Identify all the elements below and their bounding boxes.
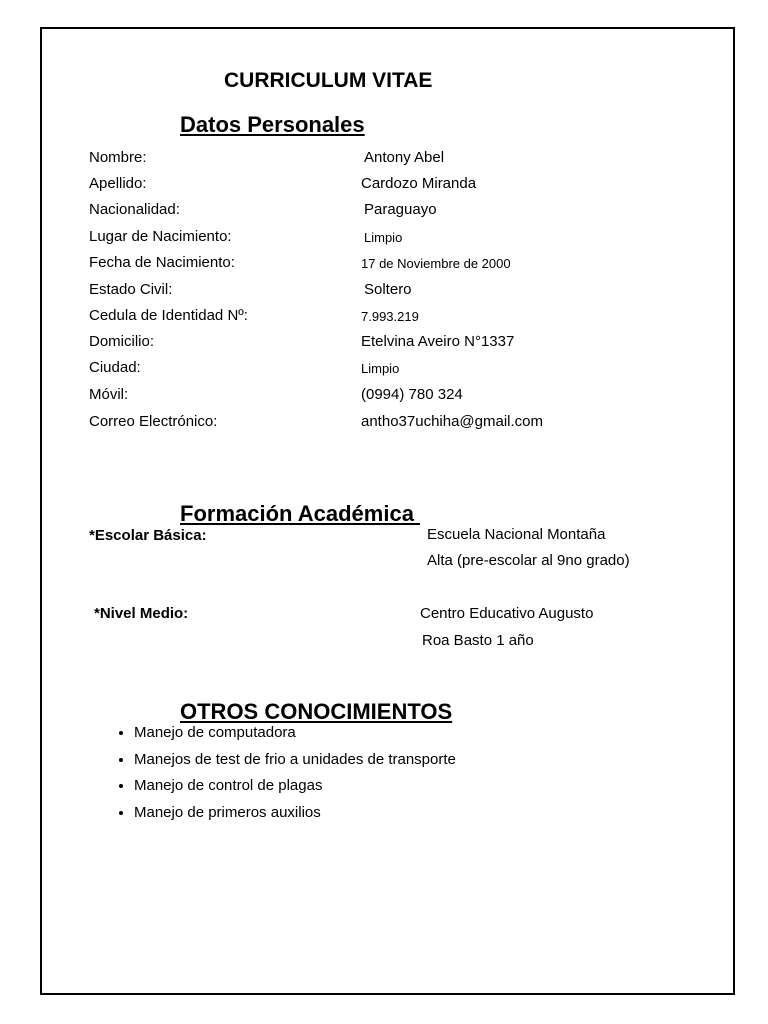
label-lugar-nacimiento: Lugar de Nacimiento:	[89, 228, 232, 245]
label-nombre: Nombre:	[89, 149, 147, 166]
skills-list	[110, 722, 456, 828]
edu-basic-label: *Escolar Básica:	[89, 527, 207, 544]
value-cedula: 7.993.219	[361, 309, 419, 324]
value-domicilio: Etelvina Aveiro N°1337	[361, 333, 515, 350]
edu-medium-line2: Roa Basto 1 año	[422, 632, 534, 649]
label-nacionalidad: Nacionalidad:	[89, 201, 180, 218]
list-item: • Manejo de primeros auxilios	[134, 802, 456, 829]
value-lugar-nacimiento: Limpio	[364, 230, 403, 245]
label-ciudad: Ciudad:	[89, 359, 141, 376]
value-nacionalidad: Paraguayo	[364, 201, 437, 218]
value-apellido: Cardozo Miranda	[361, 175, 477, 192]
education-heading: Formación Académica	[180, 501, 421, 526]
value-estado-civil: Soltero	[364, 281, 412, 298]
value-correo: antho37uchiha@gmail.com	[361, 413, 543, 430]
value-ciudad: Limpio	[361, 361, 400, 376]
label-estado-civil: Estado Civil:	[89, 281, 173, 298]
label-movil: Móvil:	[89, 386, 129, 403]
edu-basic-line1: Escuela Nacional Montaña	[427, 526, 606, 543]
label-domicilio: Domicilio:	[89, 333, 155, 350]
value-movil: (0994) 780 324	[361, 386, 463, 403]
list-item: • Manejo de control de plagas	[134, 775, 456, 802]
label-fecha-nacimiento: Fecha de Nacimiento:	[89, 254, 235, 271]
document-title: CURRICULUM VITAE	[224, 69, 433, 92]
label-correo: Correo Electrónico:	[89, 413, 218, 430]
value-fecha-nacimiento: 17 de Noviembre de 2000	[361, 256, 511, 271]
edu-medium-label: *Nivel Medio:	[94, 605, 189, 622]
personal-data-heading: Datos Personales	[180, 112, 365, 137]
list-item: • Manejos de test de frio a unidades de transporte	[134, 749, 456, 776]
value-nombre: Antony Abel	[364, 149, 445, 166]
label-cedula: Cedula de Identidad Nº:	[89, 307, 248, 324]
skills-heading: OTROS CONOCIMIENTOS	[180, 699, 453, 724]
edu-basic-line2: Alta (pre-escolar al 9no grado)	[427, 552, 630, 569]
list-item: • Manejo de computadora	[134, 722, 456, 749]
label-apellido: Apellido:	[89, 175, 147, 192]
edu-medium-line1: Centro Educativo Augusto	[420, 605, 594, 622]
